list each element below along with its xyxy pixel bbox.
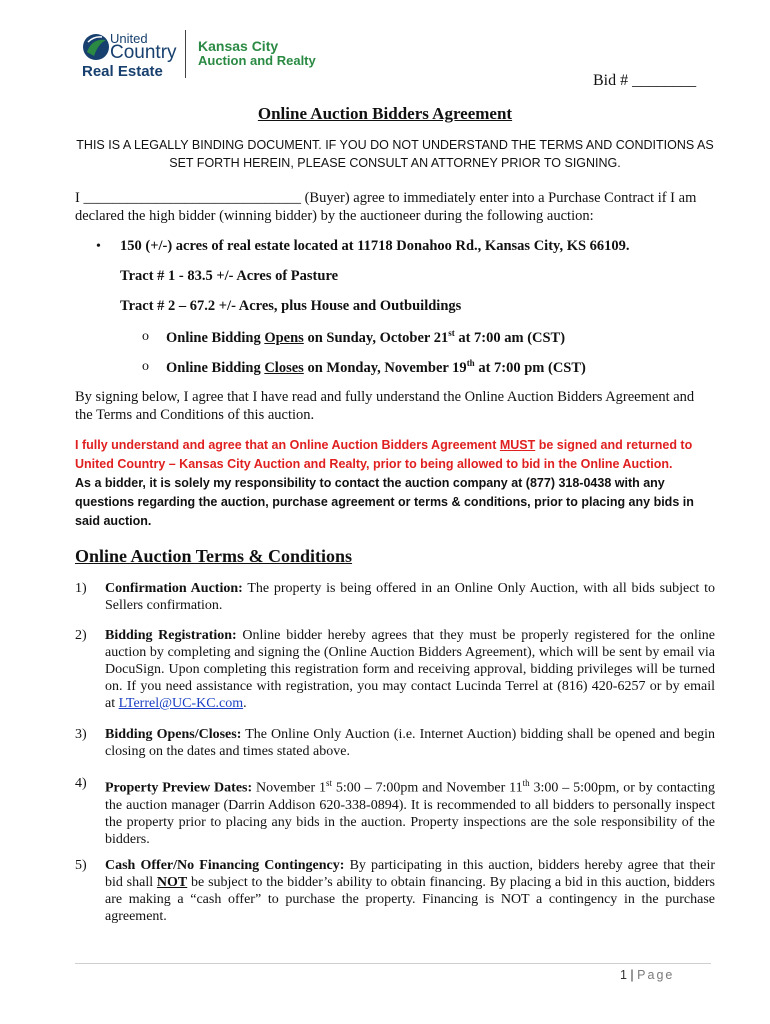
bid-number-field[interactable]: Bid # ________ [593, 72, 697, 89]
page-footer [620, 968, 674, 982]
tract-1: Tract # 1 - 83.5 +/- Acres of Pasture [120, 268, 339, 284]
opens-post: on Sunday, October 21 [303, 329, 449, 346]
item-label: Bidding Opens/Closes: [105, 727, 242, 742]
item-text-c: 3:00 – 5:00pm, or by contacting the auction manager (Darrin Addison 620-338-0894). It is recommended to all bidders to personally inspect the property prior to placing any bids in the auction. Property inspections are the sole responsibility of the bidders. [105, 780, 715, 847]
item-number: 5) [75, 858, 87, 873]
bidder-responsibility-note: As a bidder, it is solely my responsibility to contact the auction company at (877) 318-0438 with any questions regarding the auction, purchase agreement or terms & conditions, prior to placing any bids in said auction. [75, 476, 694, 528]
item-label: Confirmation Auction: [105, 581, 243, 596]
item-number: 1) [75, 581, 87, 596]
red-requirement-note [75, 436, 715, 474]
page-number: 1 [620, 968, 627, 982]
terms-heading: Online Auction Terms & Conditions [75, 546, 353, 566]
item-label: Cash Offer/No Financing Contingency: [105, 858, 345, 873]
item-not: NOT [156, 875, 188, 890]
closes-key: Closes [264, 359, 304, 376]
bidding-closes-line [166, 358, 586, 377]
page-sep: | [626, 968, 638, 982]
logo-partner-text [198, 38, 316, 69]
item-label: Property Preview Dates: [105, 780, 253, 796]
bullet-icon: • [96, 239, 101, 254]
item-number: 3) [75, 727, 87, 742]
legal-notice: THIS IS A LEGALLY BINDING DOCUMENT. IF YOU DO NOT UNDERSTAND THE TERMS AND CONDITIONS AS SET FORTH HEREIN, PLEASE CONSULT AN ATTORNEY PRIOR TO SIGNING. [76, 138, 714, 170]
email-link[interactable]: LTerrel@UC-KC.com [118, 696, 244, 711]
item-text-a: November 1 [252, 780, 326, 796]
item-sup-a: st [325, 778, 332, 788]
terms-item-3 [75, 726, 715, 760]
tract-2: Tract # 2 – 67.2 +/- Acres, plus House and Outbuildings [120, 298, 462, 314]
logo-brand-line1: United [110, 31, 148, 46]
item-text-after: . [243, 696, 247, 711]
opens-end: at 7:00 am (CST) [454, 329, 566, 346]
item-number: 2) [75, 628, 87, 643]
logo-brand-line2: Country [110, 42, 177, 63]
sub-bullet-icon: o [142, 329, 149, 344]
terms-item-1 [75, 580, 715, 614]
item-text: The Online Only Auction (i.e. Internet Auction) bidding shall be opened and begin closing on the dates and times stated above. [105, 727, 715, 759]
item-text-b: be subject to the bidder’s ability to obtain financing. By placing a bid in this auction, bidders are making a “cash offer” to purchase the property. Financing is NOT a contingency in the purchase agreement. [105, 875, 715, 924]
item-sup-b: th [522, 778, 530, 788]
closes-end: at 7:00 pm (CST) [474, 359, 586, 376]
logo-brand-text [110, 32, 177, 62]
item-text-a: By participating in this auction, bidders hereby agree that their bid shall [105, 858, 715, 890]
red-note-must: MUST [499, 438, 536, 452]
page-word: Page [637, 968, 675, 982]
terms-item-2 [75, 627, 715, 712]
sub-bullet-icon: o [142, 359, 149, 374]
intro-text: (Buyer) agree to immediately enter into a Purchase Contract if I am declared the high bidder (winning bidder) by the auctioneer during the following auction: [75, 190, 697, 224]
item-label: Bidding Registration: [105, 628, 237, 643]
item-number: 4) [75, 776, 87, 791]
logo-divider [185, 30, 186, 78]
property-description: 150 (+/-) acres of real estate located at 11718 Donahoo Rd., Kansas City, KS 66109. [120, 238, 630, 254]
red-note-post: be signed and returned to United Country – Kansas City Auction and Realty, prior to being allowed to bid in the Online Auction. [75, 438, 693, 471]
closes-sup: th [466, 358, 475, 368]
signing-paragraph: By signing below, I agree that I have read and fully understand the Online Auction Bidders Agreement and the Terms and Conditions of this auction. [75, 389, 695, 423]
terms-item-4 [75, 775, 715, 848]
opens-key: Opens [264, 329, 304, 346]
footer-divider [75, 963, 711, 964]
document-title: Online Auction Bidders Agreement [257, 104, 513, 123]
logo-partner-line2: Auction and Realty [198, 53, 316, 69]
bidding-opens-line [166, 328, 565, 347]
buyer-intro-paragraph [75, 189, 715, 225]
buyer-name-blank[interactable]: ______________________________ [83, 190, 301, 206]
opens-pre: Online Bidding [166, 329, 265, 346]
item-text: Online bidder hereby agrees that they must be properly registered for the online auction by completing and signing the (Online Auction Bidders Agreement), which will be sent by email via DocuSign. Upon completing this registration form and receiving approval, bidding privileges will be turned on. If you need assistance with registration, you may contact Lucinda Terrel at (816) 420-6257 or by email at [105, 628, 716, 711]
closes-post: on Monday, November 19 [303, 359, 467, 376]
opens-sup: st [448, 328, 455, 338]
intro-prefix: I [75, 190, 80, 206]
logo-partner-line1: Kansas City [198, 38, 279, 54]
item-text-b: 5:00 – 7:00pm and November 11 [332, 780, 523, 796]
company-logo [80, 30, 320, 80]
globe-logo-icon [82, 32, 110, 62]
logo-brand-line3: Real Estate [82, 63, 163, 80]
closes-pre: Online Bidding [166, 359, 265, 376]
terms-item-5 [75, 857, 715, 925]
item-text: The property is being offered in an Online Only Auction, with all bids subject to Sellers confirmation. [105, 581, 715, 613]
red-note-pre: I fully understand and agree that an Online Auction Bidders Agreement [75, 438, 500, 452]
